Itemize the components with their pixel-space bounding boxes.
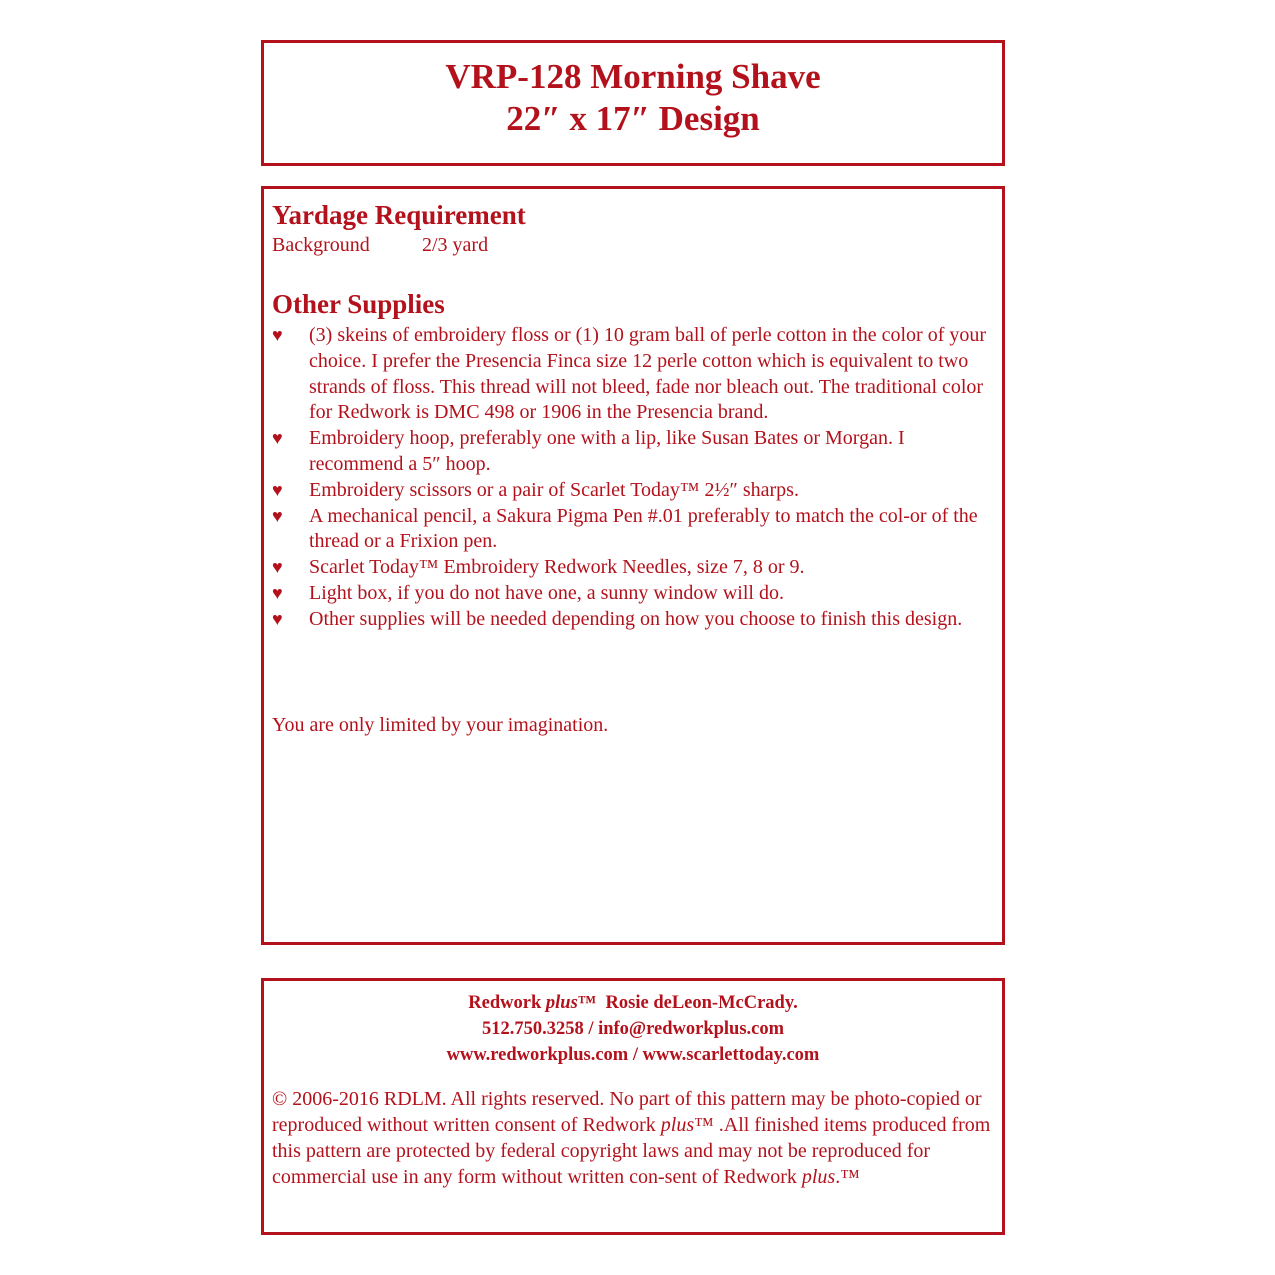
supplies-list — [272, 323, 996, 633]
list-item — [272, 504, 996, 556]
heart-icon: ♥ — [272, 557, 283, 578]
list-item-text: (3) skeins of embroidery floss or (1) 10 gram ball of perle cotton in the color of your choice. I prefer the Presencia Finca size 12 perle cotton which is equivalent to two strands of floss. This thread will not bleed, fade nor bleach out. The traditional color for Redwork is DMC 498 or 1906 in the Presencia brand. — [309, 324, 987, 424]
title-box — [261, 40, 1005, 166]
list-item-text: Scarlet Today™ Embroidery Redwork Needles, size 7, 8 or 9. — [309, 556, 805, 579]
trademark: ™ — [694, 1114, 714, 1136]
heart-icon: ♥ — [272, 479, 283, 500]
websites: www.redworkplus.com / www.scarlettoday.com — [446, 1045, 820, 1065]
heart-icon: ♥ — [272, 505, 283, 526]
content-box — [261, 186, 1005, 945]
brand-plus: plus — [660, 1114, 695, 1136]
heart-icon: ♥ — [272, 325, 283, 345]
brand-plus: plus — [545, 993, 578, 1013]
copyright-notice — [272, 1086, 994, 1190]
yardage-row — [272, 232, 488, 258]
copyright-text-2: .All finished items produced from this pattern are protected by federal copyright laws and may not be reproduced for commercial use in any form without written con-sent of Redwork — [272, 1114, 991, 1188]
yardage-value: 2/3 yard — [422, 234, 489, 256]
list-item-text: Embroidery hoop, preferably one with a lip, like Susan Bates or Morgan. I recommend a 5″ hoop. — [309, 427, 905, 475]
author-name: Rosie deLeon-McCrady. — [605, 993, 798, 1013]
pattern-size: 22″ x 17″ Design — [506, 99, 760, 138]
list-item — [272, 607, 996, 633]
heart-icon: ♥ — [272, 428, 283, 449]
brand-plus: plus — [801, 1166, 836, 1188]
list-item — [272, 478, 996, 504]
list-item-text: Light box, if you do not have one, a sunny window will do. — [309, 581, 784, 604]
closing-line: You are only limited by your imagination. — [272, 714, 609, 736]
list-item-text: Embroidery scissors or a pair of Scarlet Today™ 2½″ sharps. — [309, 478, 799, 501]
list-item-text: Other supplies will be needed depending on how you choose to finish this design. — [309, 607, 963, 630]
author-line — [264, 990, 1002, 1016]
pattern-title: VRP-128 Morning Shave — [445, 57, 821, 96]
list-item — [272, 323, 996, 426]
list-item — [272, 426, 996, 478]
heart-icon: ♥ — [272, 582, 283, 603]
footer-box — [261, 978, 1005, 1235]
heart-icon: ♥ — [272, 608, 283, 629]
trademark: ™ — [577, 993, 597, 1013]
list-item — [272, 581, 996, 607]
brand-name: Redwork — [468, 993, 542, 1013]
yardage-label: Background — [272, 234, 370, 256]
list-item-text: A mechanical pencil, a Sakura Pigma Pen #.01 preferably to match the col-or of the thread or a Frixion pen. — [309, 504, 978, 553]
supplies-heading: Other Supplies — [272, 289, 445, 319]
copyright-end: .™ — [835, 1166, 860, 1188]
copyright-text-1: © 2006-2016 RDLM. All rights reserved. No part of this pattern may be photo-copied or reproduced without written consent of Redwork — [272, 1088, 982, 1136]
phone-email: 512.750.3258 / info@redworkplus.com — [481, 1019, 785, 1039]
yardage-heading: Yardage Requirement — [272, 200, 526, 230]
list-item — [272, 555, 996, 581]
